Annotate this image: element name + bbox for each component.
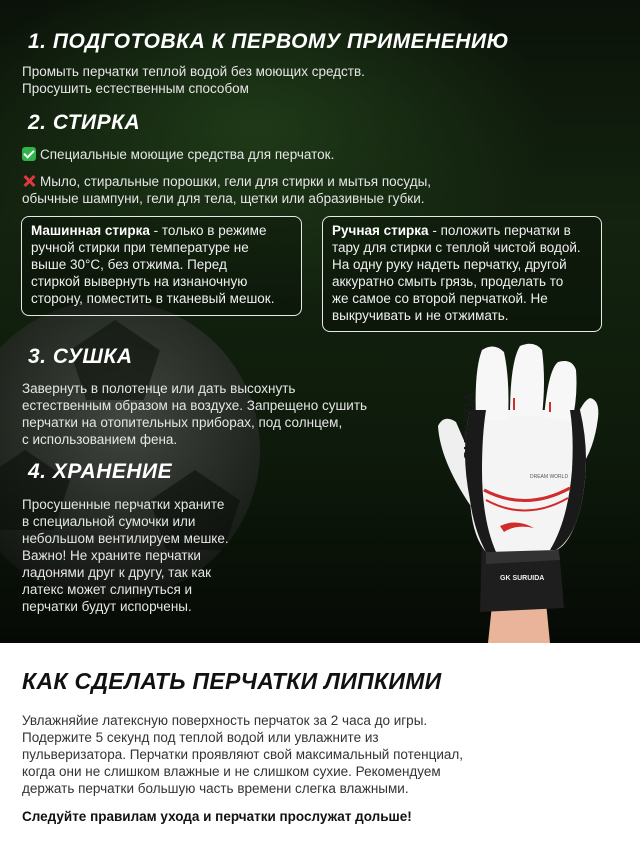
text-line: с использованием фена. [22, 432, 178, 447]
hand-wash-label: Ручная стирка [332, 223, 429, 238]
text-line: естественным образом на воздухе. Запрещено сушить [22, 398, 368, 413]
text-line: Промыть перчатки теплой водой без моющих средств. [22, 64, 365, 79]
glove-model-text: DREAM WORLD [530, 474, 569, 480]
section-title-washing: 2. СТИРКА [28, 111, 141, 134]
text-line: же самое со второй перчаткой. Не [332, 291, 548, 306]
storage-text [22, 496, 229, 615]
glove-wrist-text: GK SURUIDA [500, 575, 545, 582]
check-mark-icon [22, 147, 36, 161]
text-line: держать перчатки большую часть времени слегка влажными. [22, 781, 409, 796]
section-title-drying: 3. СУШКА [28, 345, 133, 368]
care-call-to-action: Следуйте правилам ухода и перчатки прослужат дольше! [22, 809, 412, 824]
text-line: ручной стирки при температуре не [31, 240, 249, 255]
machine-wash-box [21, 216, 302, 316]
sticky-text [22, 712, 622, 797]
washing-allowed [22, 146, 334, 163]
text-line: обычные шампуни, гели для тела, щетки или абразивные губки. [22, 191, 425, 206]
text-line: стиркой вывернуть на изнаночную [31, 274, 248, 289]
text-line: сторону, поместить в тканевый мешок. [31, 291, 275, 306]
text-line: На одну руку надеть перчатку, другой [332, 257, 567, 272]
glove-brand-text: SURUIDA [461, 391, 478, 460]
text-line: выше 30°С, без отжима. Перед [31, 257, 227, 272]
text-line: латекс может слипнуться и [22, 582, 193, 597]
text-line: пульверизатора. Перчатки проявляют свой максимальный потенциал, [22, 747, 463, 762]
text-line: перчатки будут испорчены. [22, 599, 192, 614]
sticky-gloves-section [0, 643, 640, 853]
hand-wash-box [322, 216, 602, 332]
text-line: когда они не слишком влажные и не слишком сухие. Рекомендуем [22, 764, 441, 779]
text-line: Просушенные перчатки храните [22, 497, 225, 512]
section-title-storage: 4. ХРАНЕНИЕ [28, 460, 173, 483]
text-line: Подержите 5 секунд под теплой водой или увлажните из [22, 730, 379, 745]
text-line: в специальной сумочки или [22, 514, 196, 529]
sticky-title: КАК СДЕЛАТЬ ПЕРЧАТКИ ЛИПКИМИ [22, 668, 442, 694]
text-line: Мыло, стиральные порошки, гели для стирки и мытья посуды, [40, 174, 432, 189]
machine-wash-label: Машинная стирка [31, 223, 150, 238]
text-line: Важно! Не храните перчатки [22, 548, 201, 563]
text-line: - положить перчатки в [428, 223, 571, 238]
goalkeeper-glove-image [430, 340, 600, 643]
text-line: Увлажняйие латексную поверхность перчаток за 2 часа до игры. [22, 713, 428, 728]
allowed-text: Специальные моющие средства для перчаток. [40, 147, 335, 162]
text-line: выкручивать и не отжимать. [332, 308, 509, 323]
glove-illustration [430, 340, 600, 643]
text-line: небольшом вентилируем мешке. [22, 531, 229, 546]
text-line: тару для стирки с теплой чистой водой. [332, 240, 581, 255]
text-line: Завернуть в полотенце или дать высохнуть [22, 381, 296, 396]
washing-forbidden [22, 173, 431, 207]
cross-mark-icon [22, 174, 36, 188]
preparation-text [22, 63, 365, 97]
text-line: - только в режиме [149, 223, 267, 238]
text-line: перчатки на отопительных приборах, под солнцем, [22, 415, 343, 430]
text-line: Просушить естественным способом [22, 81, 249, 96]
text-line: аккуратно смыть грязь, проделать то [332, 274, 564, 289]
drying-text [22, 380, 367, 448]
text-line: ладонями друг к другу, так как [22, 565, 212, 580]
section-title-preparation: 1. ПОДГОТОВКА К ПЕРВОМУ ПРИМЕНЕНИЮ [28, 30, 510, 53]
